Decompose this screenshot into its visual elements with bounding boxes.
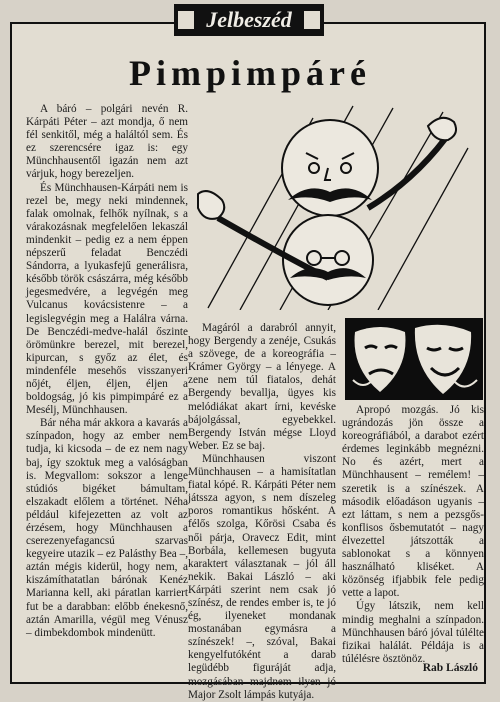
section-label: Jelbeszéd — [206, 7, 292, 32]
paragraph: Bár néha már akkora a kavarás a színpadon, hogy az ember nem tudja, ki kicsoda – de ez nem nagy baj, így szoktuk meg a valóságban is. Megvallom: sokszor a lenge stúdiós bigéket bámultam, elszakadt előlem a történet. Néha például kifejezetten az volt az érzésem, hogy Münchhausen a cserezenyefagancsú szarvas kegyeire utazik – ez Palásthy Bea –, aztán mégis kiderül, hogy nem, a kiszámíthatatlan bárónak Kenéz Marianna kell, aki páratlan karriert fut be a darabban: előbb énekesnő, aztán Amarilla, végül meg Vénusz – dimbekdombok mindenütt. — [26, 417, 188, 639]
theatre-masks-image — [345, 318, 483, 400]
section-tag — [174, 4, 324, 36]
paragraph: A báró – polgári nevén R. Kárpáti Péter – azt mondja, ő nem fél senkitől, még a haláltól sem. És ez szerencsére igaz is: egy Münchhausentől igazán nem azt várjuk, hogy berezeljen. — [26, 103, 188, 181]
article-column-3 — [342, 404, 484, 666]
paragraph: Münchhausen viszont Münchhausen – a hamisítatlan fiatal kópé. R. Kárpáti Péter nem játssza agyon, s nem díszeleg poros romantikus hősként. A félős szolga, Kőrösi Csaba és női párja, Oravecz Edit, mint Borbála, kellemesen bugyuta karaktert választanak – jól áll nekik. Bakai László – aki Kárpáti szerint nem csak jó színész, de rendes ember is, te jó ég, ilyeneket mondanak mostanában egymásra a színészek! –, szóval, Bakai kengyelfutóként a darab legüdébb figuráját adja, mozgásában majdnem ilyen jó Major Zsolt lámpás kutyája. — [188, 452, 336, 701]
illustration-baron — [178, 98, 483, 310]
paragraph: Magáról a darabról annyit, hogy Bergendy a zenéje, Csukás a szövege, de a koreográfia – Krámer György – a lényege. A zene nem túl fiatalos, dehát Bergendy bevallja, ügyes kis melódiákat akart írni, kevéske bájolgással, egyebekkel. Bergendy István mégse Lloyd Weber. Ez se baj. — [188, 322, 336, 452]
paragraph: Úgy látszik, nem kell mindig meghalni a színpadon. Münchhausen báró jóval túlélte fizikai halálát. Példája is a túlélésre ösztönöz. — [342, 600, 484, 665]
author-signature: Rab László — [422, 662, 478, 674]
article-title: Pimpimpáré — [129, 53, 371, 93]
paragraph: És Münchhausen-Kárpáti nem is rezel be, megy neki mindennek, falak omolnak, felhők nyílnak, s a várakozásnak megfelelően lekaszál mindenkit – pedig ez a nem éppen népszerű feladat Benczédi Sándorra, a lyukasfejű generálisra, később török császárra, még később jegesmedvére, a legvégén meg Vulcanus kovácsistenre – a legislegvégin meg a Halálra várna. De Benczédi-medve-halál őszinte örömünkre berezel, mit berezel, kipurcan, s győz az élet, és mindenféle mesehős visszanyeri nőjét, éljen, éljen, éljen a boldogság, jó kis pimpimpáré ez a Mesélj, Münchhausen. — [26, 181, 188, 417]
paragraph: Apropó mozgás. Jó kis ugrándozás jön össze a koreográfiából, a darabot ezért érdemes leginkább megnézni. No és azért, mert a Münchhausent – remélem! – szeretik is a színészek. A második előadáson ugyanis – ezt láttam, s nem a pezsgős-konflisos ősbemutatót – nagy élvezettel játszották a sablonokat s a könnyen használható kliséket. A közönség ifjabbik fele pedig vette a lapot. — [342, 404, 484, 600]
article-column-1 — [26, 103, 188, 640]
article-column-2 — [188, 322, 336, 702]
